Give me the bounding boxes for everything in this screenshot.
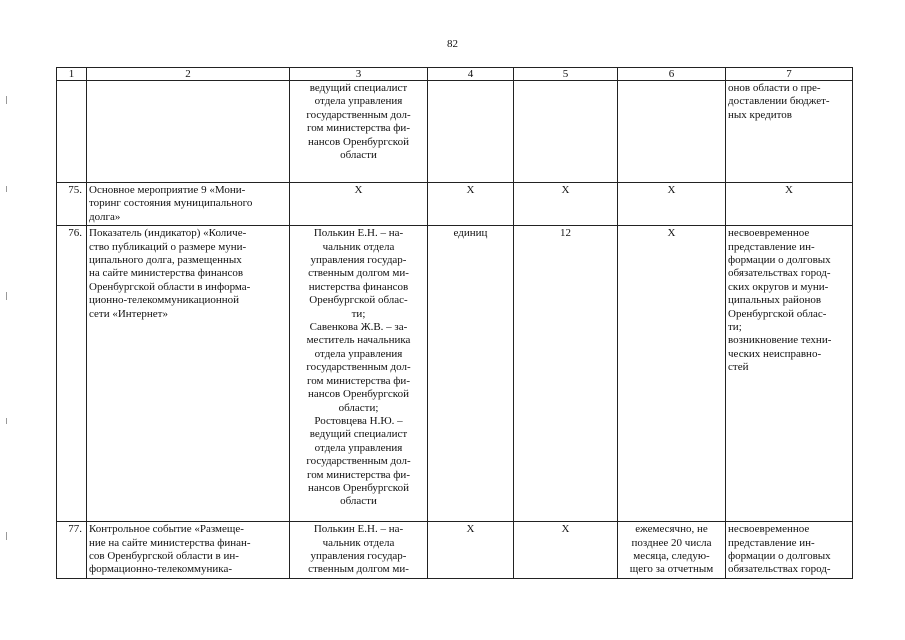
row-deadline: ежемесячно, не позднее 20 числа месяца, следую- щего за отчетным [618, 522, 726, 579]
row-responsible: Х [290, 183, 428, 226]
column-header: 5 [514, 68, 618, 81]
table-row [57, 226, 853, 522]
table-header-row [57, 68, 853, 81]
row-deadline [618, 81, 726, 183]
table-row [57, 522, 853, 579]
document-table [56, 67, 853, 579]
row-number: 77. [57, 522, 87, 579]
row-risks: несвоевременное представление ин- формации о долговых обязательствах город- ских округов и муни- ципальных районов Оренбургской облас- ти; возникновение техни- ческих неисправно- стей [726, 226, 853, 522]
row-unit: единиц [428, 226, 514, 522]
row-risks: несвоевременное представление ин- формации о долговых обязательствах город- [726, 522, 853, 579]
row-number [57, 81, 87, 183]
scan-margin-mark [6, 418, 7, 424]
row-responsible: Полькин Е.Н. – на- чальник отдела управления государ- ственным долгом ми- нистерства финансов Оренбургской облас- ти; Савенкова Ж.В. – за- меститель начальника отдела управления государственным дол- гом министерства фи- нансов Оренбургской области; Ростовцева Н.Ю. – ведущий специалист отдела управления государственным дол- гом министерства фи- нансов Оренбургской области [290, 226, 428, 522]
row-unit: Х [428, 522, 514, 579]
column-header: 4 [428, 68, 514, 81]
row-value [514, 81, 618, 183]
scan-margin-mark [6, 532, 7, 540]
scan-margin-mark [6, 96, 7, 104]
row-number: 75. [57, 183, 87, 226]
row-value: Х [514, 183, 618, 226]
scan-margin-mark [6, 292, 7, 300]
scan-margin-mark [6, 186, 7, 192]
row-name [87, 81, 290, 183]
row-responsible: ведущий специалист отдела управления государственным дол- гом министерства фи- нансов Оренбургской области [290, 81, 428, 183]
row-risks: Х [726, 183, 853, 226]
column-header: 1 [57, 68, 87, 81]
row-deadline: Х [618, 183, 726, 226]
column-header: 7 [726, 68, 853, 81]
row-value: 12 [514, 226, 618, 522]
row-number: 76. [57, 226, 87, 522]
row-unit [428, 81, 514, 183]
row-risks: онов области о пре- доставлении бюджет- ных кредитов [726, 81, 853, 183]
row-deadline: Х [618, 226, 726, 522]
column-header: 2 [87, 68, 290, 81]
page-number: 82 [447, 38, 458, 50]
row-name: Показатель (индикатор) «Количе- ство публикаций о размере муни- ципального долга, размещенных на сайте министерства финансов Оренбургской области в информа- ционно-телекоммуникационной сети «Интернет» [87, 226, 290, 522]
row-unit: Х [428, 183, 514, 226]
row-name: Контрольное событие «Размеще- ние на сайте министерства финан- сов Оренбургской области в ин- формационно-телекоммуника- [87, 522, 290, 579]
row-value: Х [514, 522, 618, 579]
row-name: Основное мероприятие 9 «Мони- торинг состояния муниципального долга» [87, 183, 290, 226]
table-row [57, 81, 853, 183]
column-header: 3 [290, 68, 428, 81]
column-header: 6 [618, 68, 726, 81]
row-responsible: Полькин Е.Н. – на- чальник отдела управления государ- ственным долгом ми- [290, 522, 428, 579]
table-row [57, 183, 853, 226]
